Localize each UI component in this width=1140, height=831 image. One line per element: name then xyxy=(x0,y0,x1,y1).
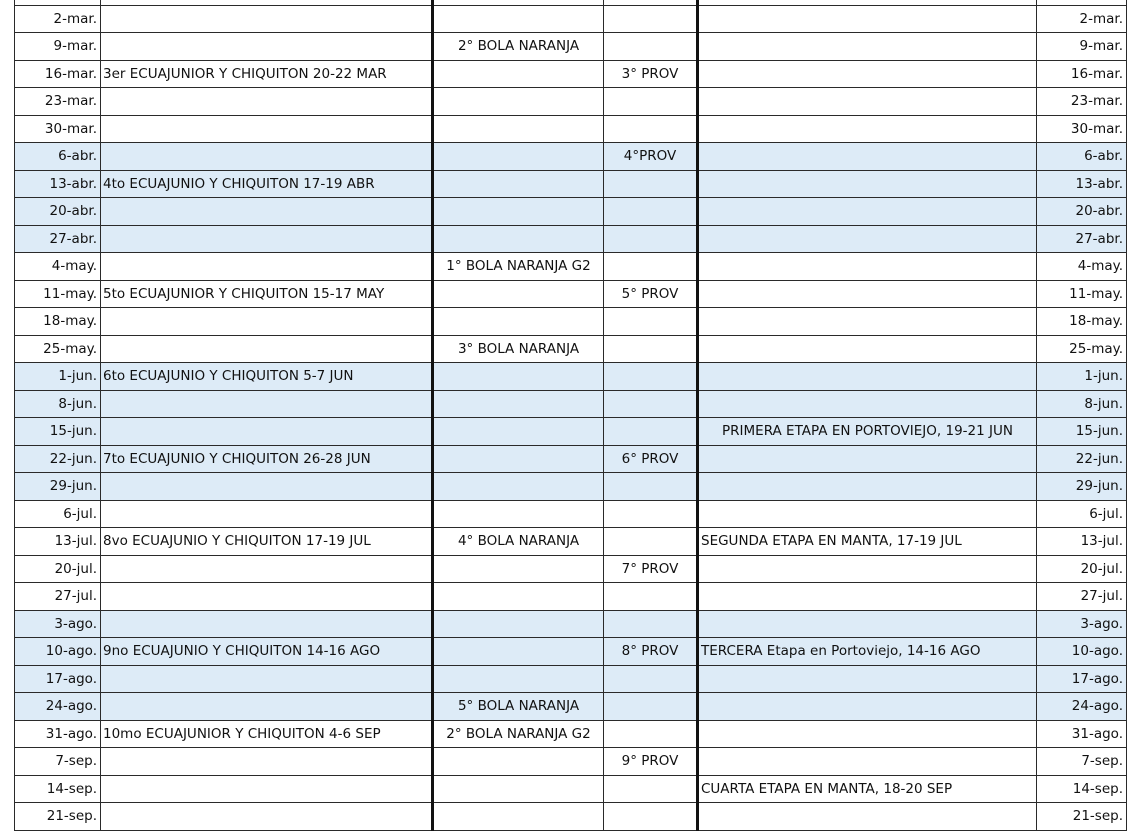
ecuajunior-event-cell xyxy=(101,803,433,831)
week-date-left: 31-ago. xyxy=(15,720,101,748)
ecuajunior-event-cell: 8vo ECUAJUNIO Y CHIQUITON 17-19 JUL xyxy=(101,528,433,556)
bola-naranja-cell xyxy=(433,88,604,116)
week-date-left: 6-abr. xyxy=(15,143,101,171)
etapa-cell xyxy=(698,170,1037,198)
week-date-right: 13-jul. xyxy=(1037,528,1127,556)
week-date-right: 21-sep. xyxy=(1037,803,1127,831)
provincial-cell: 5° PROV xyxy=(604,280,698,308)
provincial-cell xyxy=(604,500,698,528)
calendar-table xyxy=(14,0,1127,831)
week-date-right: 14-sep. xyxy=(1037,775,1127,803)
bola-naranja-cell xyxy=(433,665,604,693)
week-date-right: 20-jul. xyxy=(1037,555,1127,583)
etapa-cell xyxy=(698,33,1037,61)
ecuajunior-event-cell: 7to ECUAJUNIO Y CHIQUITON 26-28 JUN xyxy=(101,445,433,473)
week-row xyxy=(15,308,1127,336)
week-date-right: 2-mar. xyxy=(1037,5,1127,33)
week-date-right: 6-jul. xyxy=(1037,500,1127,528)
ecuajunior-event-cell xyxy=(101,775,433,803)
week-date-right: 9-mar. xyxy=(1037,33,1127,61)
ecuajunior-event-cell: 6to ECUAJUNIO Y CHIQUITON 5-7 JUN xyxy=(101,363,433,391)
etapa-cell xyxy=(698,253,1037,281)
provincial-cell xyxy=(604,5,698,33)
ecuajunior-event-cell: 4to ECUAJUNIO Y CHIQUITON 17-19 ABR xyxy=(101,170,433,198)
week-date-left: 27-abr. xyxy=(15,225,101,253)
week-row xyxy=(15,445,1127,473)
week-row xyxy=(15,500,1127,528)
bola-naranja-cell xyxy=(433,610,604,638)
bola-naranja-cell: 2° BOLA NARANJA G2 xyxy=(433,720,604,748)
etapa-cell xyxy=(698,693,1037,721)
etapa-cell xyxy=(698,583,1037,611)
etapa-cell xyxy=(698,5,1037,33)
provincial-cell xyxy=(604,610,698,638)
week-row xyxy=(15,720,1127,748)
week-date-left: 15-jun. xyxy=(15,418,101,446)
provincial-cell xyxy=(604,720,698,748)
bola-naranja-cell xyxy=(433,5,604,33)
week-date-right: 25-may. xyxy=(1037,335,1127,363)
week-date-left: 1-jun. xyxy=(15,363,101,391)
week-row xyxy=(15,170,1127,198)
week-date-left: 7-sep. xyxy=(15,748,101,776)
week-date-right: 15-jun. xyxy=(1037,418,1127,446)
bola-naranja-cell xyxy=(433,638,604,666)
provincial-cell xyxy=(604,693,698,721)
bola-naranja-cell xyxy=(433,225,604,253)
week-date-left: 27-jul. xyxy=(15,583,101,611)
etapa-cell xyxy=(698,115,1037,143)
ecuajunior-event-cell xyxy=(101,693,433,721)
bola-naranja-cell xyxy=(433,500,604,528)
week-row xyxy=(15,33,1127,61)
week-row xyxy=(15,280,1127,308)
week-row xyxy=(15,390,1127,418)
week-row xyxy=(15,775,1127,803)
week-row xyxy=(15,335,1127,363)
week-date-left: 30-mar. xyxy=(15,115,101,143)
week-date-left: 3-ago. xyxy=(15,610,101,638)
ecuajunior-event-cell xyxy=(101,583,433,611)
bola-naranja-cell xyxy=(433,748,604,776)
etapa-cell xyxy=(698,390,1037,418)
ecuajunior-event-cell xyxy=(101,335,433,363)
week-row xyxy=(15,143,1127,171)
week-date-left: 20-abr. xyxy=(15,198,101,226)
ecuajunior-event-cell xyxy=(101,418,433,446)
bola-naranja-cell xyxy=(433,390,604,418)
bola-naranja-cell xyxy=(433,308,604,336)
bola-naranja-cell xyxy=(433,280,604,308)
provincial-cell xyxy=(604,308,698,336)
etapa-cell xyxy=(698,363,1037,391)
ecuajunior-event-cell xyxy=(101,665,433,693)
ecuajunior-event-cell xyxy=(101,115,433,143)
week-date-right: 22-jun. xyxy=(1037,445,1127,473)
bola-naranja-cell xyxy=(433,445,604,473)
provincial-cell xyxy=(604,583,698,611)
week-date-right: 31-ago. xyxy=(1037,720,1127,748)
week-date-left: 20-jul. xyxy=(15,555,101,583)
ecuajunior-event-cell: 9no ECUAJUNIO Y CHIQUITON 14-16 AGO xyxy=(101,638,433,666)
etapa-cell xyxy=(698,665,1037,693)
week-date-right: 20-abr. xyxy=(1037,198,1127,226)
etapa-cell xyxy=(698,143,1037,171)
ecuajunior-event-cell xyxy=(101,390,433,418)
etapa-cell: PRIMERA ETAPA EN PORTOVIEJO, 19-21 JUN xyxy=(698,418,1037,446)
provincial-cell xyxy=(604,363,698,391)
ecuajunior-event-cell xyxy=(101,555,433,583)
ecuajunior-event-cell xyxy=(101,5,433,33)
week-date-left: 22-jun. xyxy=(15,445,101,473)
etapa-cell xyxy=(698,555,1037,583)
week-row xyxy=(15,803,1127,831)
etapa-cell xyxy=(698,445,1037,473)
week-date-right: 24-ago. xyxy=(1037,693,1127,721)
ecuajunior-event-cell xyxy=(101,33,433,61)
etapa-cell xyxy=(698,225,1037,253)
week-row xyxy=(15,473,1127,501)
ecuajunior-event-cell xyxy=(101,198,433,226)
bola-naranja-cell: 2° BOLA NARANJA xyxy=(433,33,604,61)
etapa-cell xyxy=(698,88,1037,116)
week-date-right: 11-may. xyxy=(1037,280,1127,308)
bola-naranja-cell: 3° BOLA NARANJA xyxy=(433,335,604,363)
week-date-left: 25-may. xyxy=(15,335,101,363)
week-date-right: 10-ago. xyxy=(1037,638,1127,666)
ecuajunior-event-cell xyxy=(101,473,433,501)
bola-naranja-cell xyxy=(433,363,604,391)
bola-naranja-cell xyxy=(433,418,604,446)
ecuajunior-event-cell xyxy=(101,308,433,336)
week-date-left: 23-mar. xyxy=(15,88,101,116)
provincial-cell xyxy=(604,803,698,831)
calendar-sheet xyxy=(14,0,1126,831)
etapa-cell xyxy=(698,803,1037,831)
etapa-cell: TERCERA Etapa en Portoviejo, 14-16 AGO xyxy=(698,638,1037,666)
week-date-left: 29-jun. xyxy=(15,473,101,501)
ecuajunior-event-cell: 5to ECUAJUNIOR Y CHIQUITON 15-17 MAY xyxy=(101,280,433,308)
provincial-cell xyxy=(604,390,698,418)
week-date-right: 30-mar. xyxy=(1037,115,1127,143)
week-row xyxy=(15,693,1127,721)
bola-naranja-cell: 5° BOLA NARANJA xyxy=(433,693,604,721)
provincial-cell xyxy=(604,473,698,501)
bola-naranja-cell xyxy=(433,803,604,831)
week-date-left: 6-jul. xyxy=(15,500,101,528)
week-date-left: 17-ago. xyxy=(15,665,101,693)
provincial-cell xyxy=(604,170,698,198)
week-row xyxy=(15,610,1127,638)
week-date-left: 18-may. xyxy=(15,308,101,336)
week-date-left: 11-may. xyxy=(15,280,101,308)
week-row xyxy=(15,583,1127,611)
week-date-left: 24-ago. xyxy=(15,693,101,721)
provincial-cell xyxy=(604,418,698,446)
etapa-cell: CUARTA ETAPA EN MANTA, 18-20 SEP xyxy=(698,775,1037,803)
ecuajunior-event-cell xyxy=(101,748,433,776)
week-date-right: 27-abr. xyxy=(1037,225,1127,253)
bola-naranja-cell xyxy=(433,555,604,583)
provincial-cell xyxy=(604,225,698,253)
provincial-cell: 4°PROV xyxy=(604,143,698,171)
bola-naranja-cell xyxy=(433,198,604,226)
provincial-cell: 3° PROV xyxy=(604,60,698,88)
week-row xyxy=(15,748,1127,776)
week-row xyxy=(15,528,1127,556)
provincial-cell: 6° PROV xyxy=(604,445,698,473)
week-date-right: 27-jul. xyxy=(1037,583,1127,611)
provincial-cell xyxy=(604,88,698,116)
etapa-cell xyxy=(698,335,1037,363)
etapa-cell xyxy=(698,610,1037,638)
week-row xyxy=(15,5,1127,33)
ecuajunior-event-cell: 3er ECUAJUNIOR Y CHIQUITON 20-22 MAR xyxy=(101,60,433,88)
week-date-right: 17-ago. xyxy=(1037,665,1127,693)
bola-naranja-cell xyxy=(433,775,604,803)
etapa-cell xyxy=(698,308,1037,336)
provincial-cell xyxy=(604,335,698,363)
ecuajunior-event-cell xyxy=(101,253,433,281)
week-date-left: 14-sep. xyxy=(15,775,101,803)
calendar-body xyxy=(15,0,1127,830)
provincial-cell: 7° PROV xyxy=(604,555,698,583)
week-date-left: 4-may. xyxy=(15,253,101,281)
week-date-right: 23-mar. xyxy=(1037,88,1127,116)
etapa-cell xyxy=(698,280,1037,308)
week-row xyxy=(15,638,1127,666)
week-row xyxy=(15,555,1127,583)
bola-naranja-cell: 1° BOLA NARANJA G2 xyxy=(433,253,604,281)
provincial-cell xyxy=(604,253,698,281)
week-row xyxy=(15,363,1127,391)
week-date-left: 9-mar. xyxy=(15,33,101,61)
bola-naranja-cell xyxy=(433,143,604,171)
provincial-cell xyxy=(604,198,698,226)
ecuajunior-event-cell: 10mo ECUAJUNIOR Y CHIQUITON 4-6 SEP xyxy=(101,720,433,748)
etapa-cell xyxy=(698,473,1037,501)
bola-naranja-cell xyxy=(433,115,604,143)
provincial-cell xyxy=(604,775,698,803)
week-row xyxy=(15,198,1127,226)
ecuajunior-event-cell xyxy=(101,88,433,116)
bola-naranja-cell: 4° BOLA NARANJA xyxy=(433,528,604,556)
week-row xyxy=(15,60,1127,88)
ecuajunior-event-cell xyxy=(101,610,433,638)
week-date-left: 8-jun. xyxy=(15,390,101,418)
etapa-cell xyxy=(698,60,1037,88)
week-date-right: 4-may. xyxy=(1037,253,1127,281)
week-date-left: 13-abr. xyxy=(15,170,101,198)
week-date-right: 29-jun. xyxy=(1037,473,1127,501)
provincial-cell xyxy=(604,665,698,693)
week-row xyxy=(15,418,1127,446)
week-date-right: 3-ago. xyxy=(1037,610,1127,638)
week-row xyxy=(15,225,1127,253)
ecuajunior-event-cell xyxy=(101,500,433,528)
week-date-right: 6-abr. xyxy=(1037,143,1127,171)
bola-naranja-cell xyxy=(433,170,604,198)
bola-naranja-cell xyxy=(433,583,604,611)
ecuajunior-event-cell xyxy=(101,225,433,253)
week-date-left: 10-ago. xyxy=(15,638,101,666)
week-row xyxy=(15,253,1127,281)
etapa-cell xyxy=(698,720,1037,748)
etapa-cell: SEGUNDA ETAPA EN MANTA, 17-19 JUL xyxy=(698,528,1037,556)
week-date-right: 18-may. xyxy=(1037,308,1127,336)
week-date-left: 16-mar. xyxy=(15,60,101,88)
week-date-right: 16-mar. xyxy=(1037,60,1127,88)
bola-naranja-cell xyxy=(433,60,604,88)
week-date-right: 8-jun. xyxy=(1037,390,1127,418)
week-date-right: 1-jun. xyxy=(1037,363,1127,391)
provincial-cell xyxy=(604,528,698,556)
provincial-cell xyxy=(604,33,698,61)
provincial-cell xyxy=(604,115,698,143)
week-date-right: 13-abr. xyxy=(1037,170,1127,198)
week-row xyxy=(15,115,1127,143)
provincial-cell: 9° PROV xyxy=(604,748,698,776)
week-date-left: 21-sep. xyxy=(15,803,101,831)
etapa-cell xyxy=(698,748,1037,776)
etapa-cell xyxy=(698,198,1037,226)
week-date-right: 7-sep. xyxy=(1037,748,1127,776)
provincial-cell: 8° PROV xyxy=(604,638,698,666)
bola-naranja-cell xyxy=(433,473,604,501)
ecuajunior-event-cell xyxy=(101,143,433,171)
week-row xyxy=(15,88,1127,116)
week-row xyxy=(15,665,1127,693)
week-date-left: 13-jul. xyxy=(15,528,101,556)
etapa-cell xyxy=(698,500,1037,528)
week-date-left: 2-mar. xyxy=(15,5,101,33)
